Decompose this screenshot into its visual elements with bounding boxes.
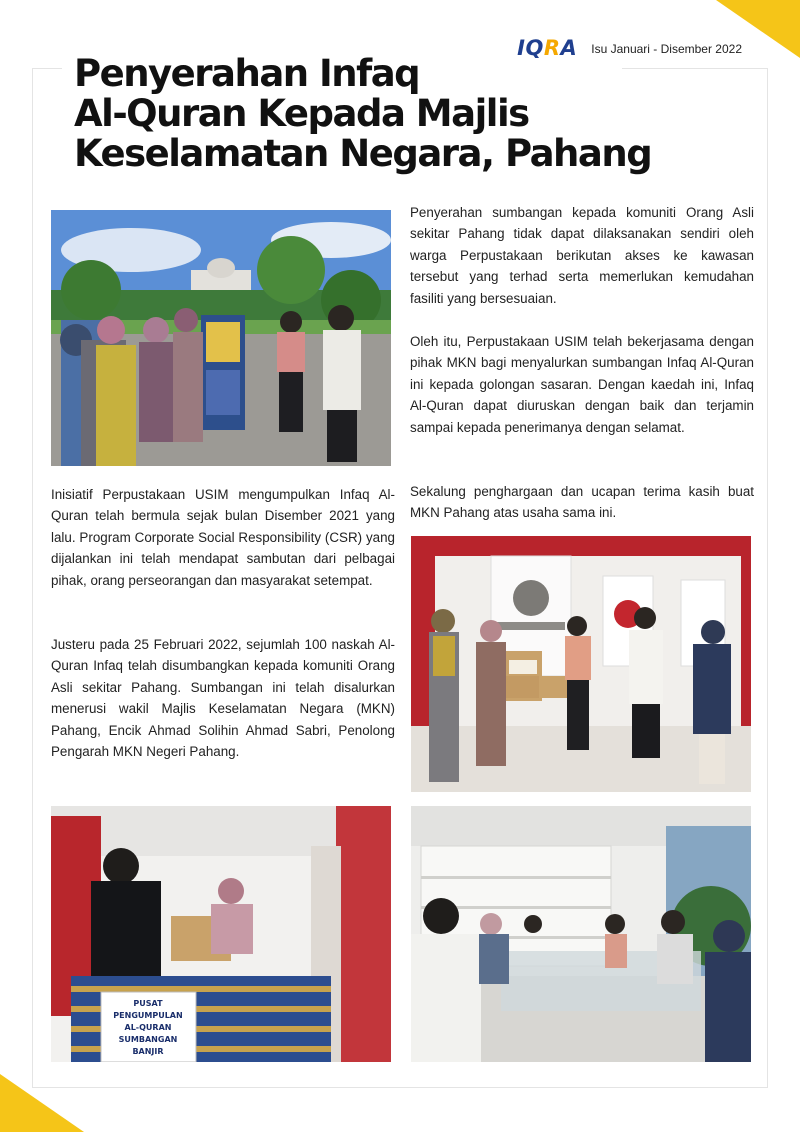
- photo-outdoor-handover: [51, 210, 391, 466]
- svg-text:BANJIR: BANJIR: [132, 1047, 164, 1056]
- article-title: [74, 54, 651, 174]
- article-paragraph-4: Inisiatif Perpustakaan USIM mengumpulkan Infaq Al-Quran telah bermula sejak bulan Disember 2021 yang lalu. Program Corporate Social Responsibility (CSR) yang dijalankan ini telah mendapat sambutan dari pelbagai pihak, orang perseorangan dan masyarakat setempat.: [51, 487, 395, 588]
- title-line-1: Penyerahan Infaq: [74, 52, 420, 95]
- svg-text:PENGUMPULAN: PENGUMPULAN: [113, 1011, 183, 1020]
- title-line-3: Keselamatan Negara, Pahang: [74, 132, 652, 175]
- svg-text:SUMBANGAN: SUMBANGAN: [118, 1035, 178, 1044]
- svg-text:PUSAT: PUSAT: [133, 999, 163, 1008]
- corner-decoration-bottom-left: [0, 1074, 84, 1132]
- issue-label: Isu Januari - Disember 2022: [591, 42, 742, 56]
- photo-indoor-handover: [411, 536, 751, 792]
- svg-text:AL-QURAN: AL-QURAN: [124, 1023, 172, 1032]
- logo-wordmark: IQRA: [517, 36, 578, 60]
- title-line-2: Al-Quran Kepada Majlis: [74, 92, 529, 135]
- photo-meeting-room: [411, 806, 751, 1062]
- article-paragraph-5: Justeru pada 25 Februari 2022, sejumlah 100 naskah Al-Quran Infaq telah disumbangkan kepada komuniti Orang Asli sekitar Pahang. Sumbangan ini telah disalurkan menerusi wakil Majlis Keselamatan Negara (MKN) Pahang, Encik Ahmad Solihin Ahmad Sabri, Penolong Pengarah MKN Negeri Pahang.: [51, 637, 395, 760]
- article-paragraph-1: Penyerahan sumbangan kepada komuniti Orang Asli sekitar Pahang tidak dapat dilaksanakan sendiri oleh warga Perpustakaan berikutan akses ke kawasan tersebut yang terhad serta memerlukan kemudahan fasiliti yang bersesuaian.: [410, 205, 754, 306]
- article-paragraph-2: Oleh itu, Perpustakaan USIM telah bekerjasama dengan pihak MKN bagi menyalurkan sumbangan Infaq Al-Quran ini kepada golongan sasaran. Dengan kaedah ini, Infaq Al-Quran dapat diuruskan dengan baik dan terjamin sampai kepada penerimanya dengan selamat.: [410, 334, 754, 435]
- article-paragraph-3: Sekalung penghargaan dan ucapan terima kasih buat MKN Pahang atas usaha sama ini.: [410, 484, 754, 521]
- photo-collection-center: [51, 806, 391, 1062]
